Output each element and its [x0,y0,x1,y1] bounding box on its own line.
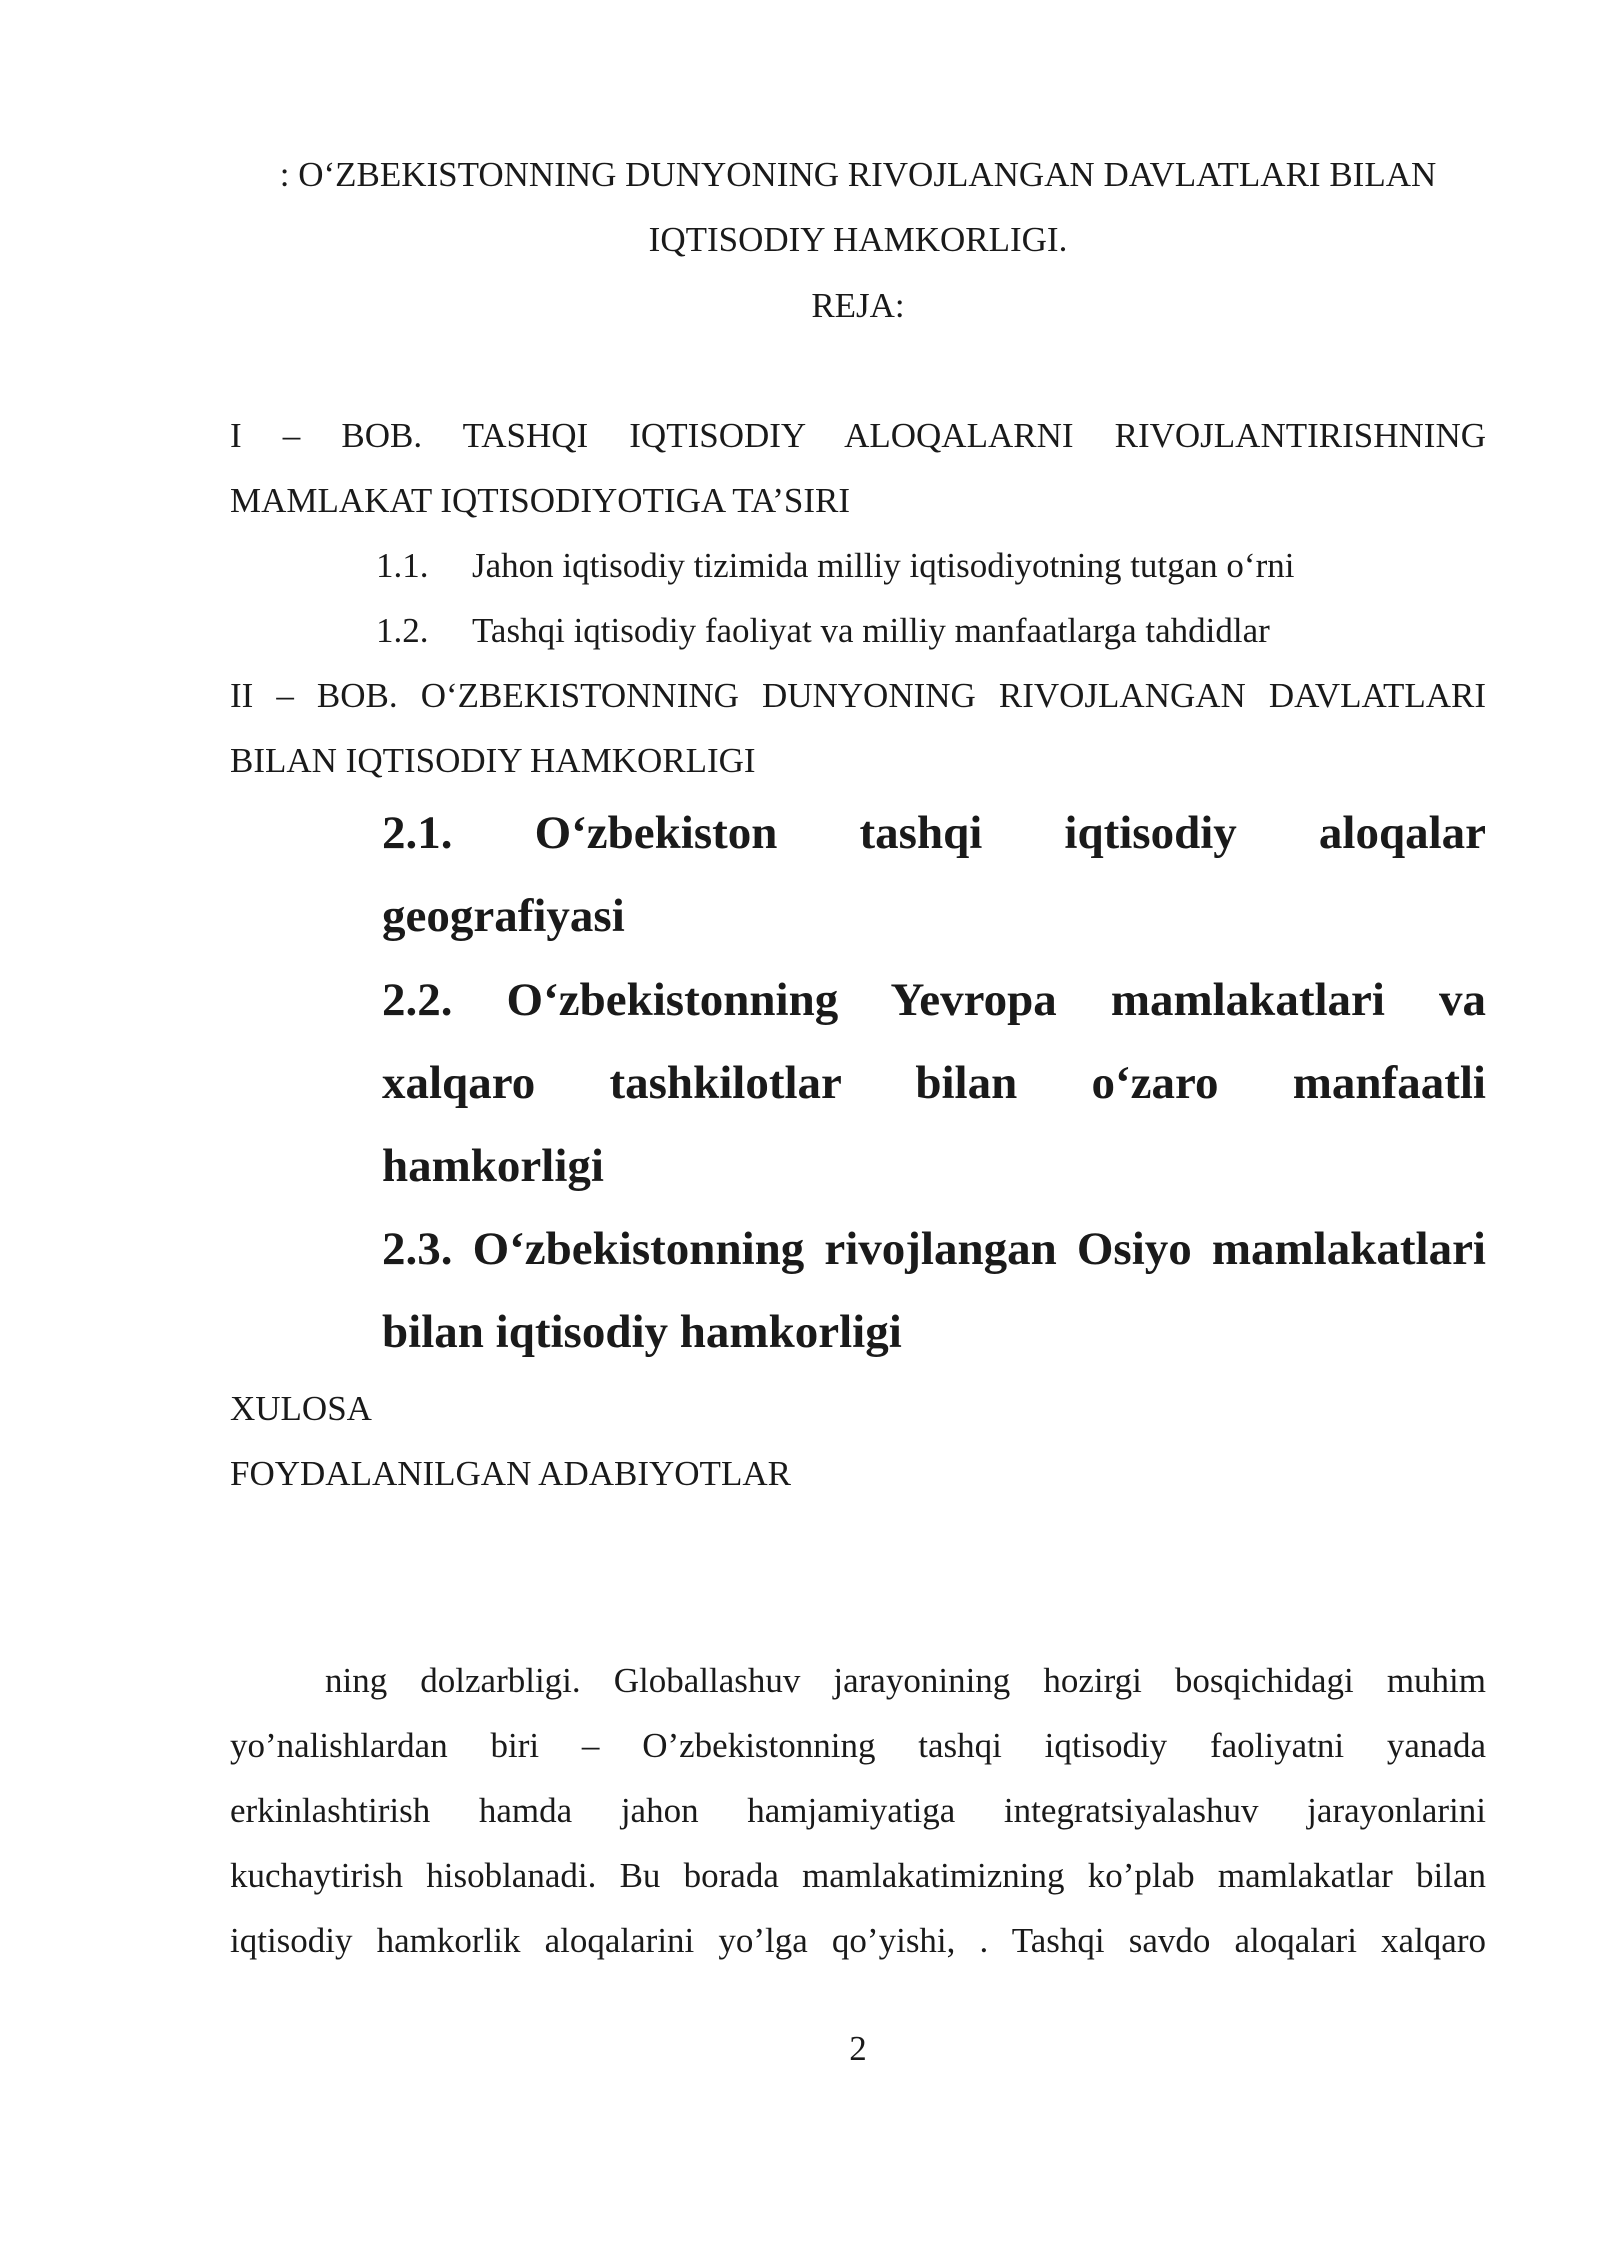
subsection-2-3-line-2: bilan iqtisodiy hamkorligi [382,1306,902,1358]
reja-heading: REJA: [811,286,905,325]
chapter-1-heading-line-2: MAMLAKAT IQTISODIYOTIGA TA’SIRI [230,481,851,520]
body-line-2: yo’nalishlardan biri – O’zbekistonning tashqi iqtisodiy faoliyatni yanada [230,1726,1486,1765]
title-line-1: : O‘ZBEKISTONNING DUNYONING RIVOJLANGAN DAVLATLARI BILAN [279,155,1437,194]
body-line-3: erkinlashtirish hamda jahon hamjamiyatiga integratsiyalashuv jarayonlarini [230,1791,1486,1830]
chapter-2-heading-line-1: II – BOB. O‘ZBEKISTONNING DUNYONING RIVOJLANGAN DAVLATLARI [230,676,1486,715]
page-number: 2 [849,2029,867,2068]
bibliography-heading: FOYDALANILGAN ADABIYOTLAR [230,1454,791,1493]
subsection-2-3-line-1: 2.3. O‘zbekistonning rivojlangan Osiyo mamlakatlari [382,1223,1486,1275]
chapter-2-heading-line-2: BILAN IQTISODIY HAMKORLIGI [230,741,756,780]
subsection-1-2-title: Tashqi iqtisodiy faoliyat va milliy manfaatlarga tahdidlar [472,611,1270,650]
subsection-2-2-line-2: xalqaro tashkilotlar bilan o‘zaro manfaatli [382,1057,1486,1109]
subsection-2-2-line-1: 2.2. O‘zbekistonning Yevropa mamlakatlari va [382,974,1486,1026]
subsection-2-1-line-1: 2.1. O‘zbekiston tashqi iqtisodiy aloqalar [382,807,1486,859]
title-line-2: IQTISODIY HAMKORLIGI. [648,220,1068,259]
chapter-1-heading-line-1: I – BOB. TASHQI IQTISODIY ALOQALARNI RIVOJLANTIRISHNING [230,416,1486,455]
subsection-1-1-title: Jahon iqtisodiy tizimida milliy iqtisodiyotning tutgan o‘rni [472,546,1295,585]
subsection-2-1-line-2: geografiyasi [382,890,625,942]
subsection-1-1-number: 1.1. [376,546,429,585]
subsection-1-2-number: 1.2. [376,611,429,650]
body-line-1: ning dolzarbligi. Globallashuv jarayonining hozirgi bosqichidagi muhim [325,1661,1486,1700]
subsection-2-2-line-3: hamkorligi [382,1140,604,1192]
xulosa-heading: XULOSA [230,1389,372,1428]
body-line-4: kuchaytirish hisoblanadi. Bu borada mamlakatimizning ko’plab mamlakatlar bilan [230,1856,1486,1895]
body-line-5: iqtisodiy hamkorlik aloqalarini yo’lga qo’yishi, . Tashqi savdo aloqalari xalqaro [230,1921,1486,1960]
